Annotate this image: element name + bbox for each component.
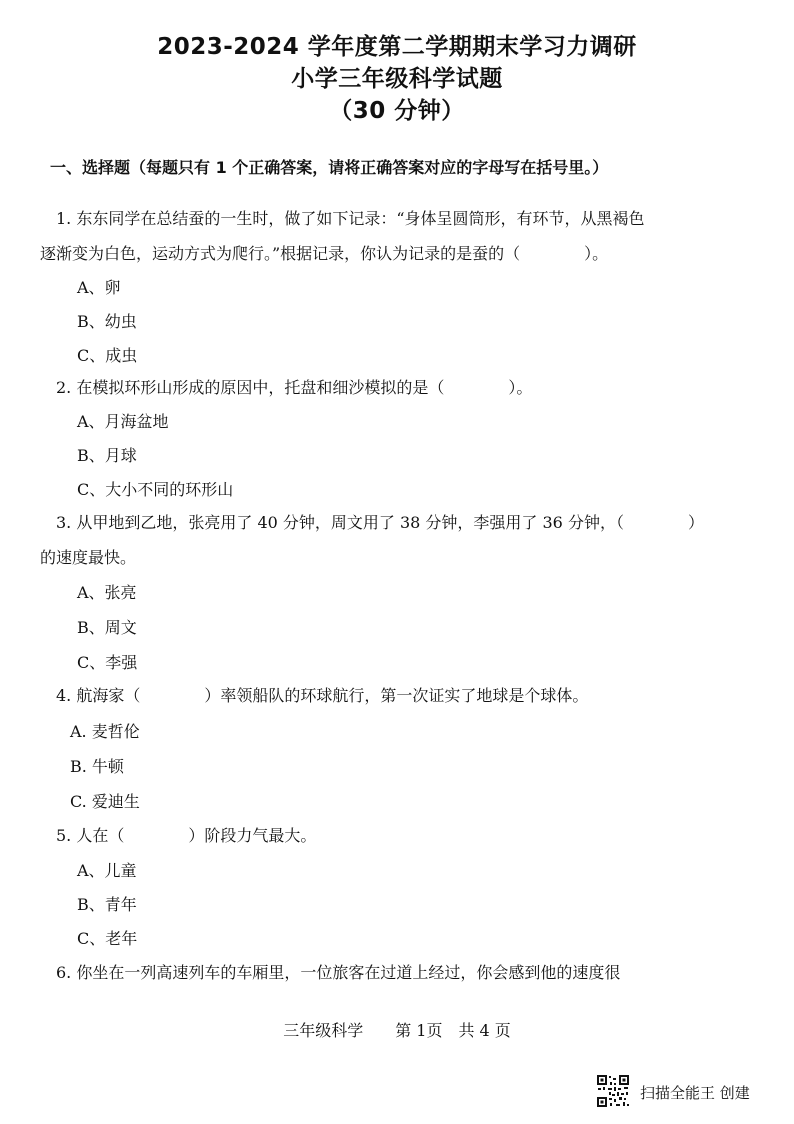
question-5-option-b: B、青年 [77,895,137,914]
section-heading: 一、选择题（每题只有 1 个正确答案，请将正确答案对应的字母写在括号里。） [50,158,609,177]
question-3-option-a: A、张亮 [77,583,137,602]
exam-title: 2023-2024 学年度第二学期期末学习力调研 [157,34,637,60]
scanner-watermark-text: 扫描全能王 创建 [640,1084,750,1102]
question-1-stem-cont: 逐渐变为白色，运动方式为爬行。”根据记录，你认为记录的是蚕的（ ）。 [40,244,609,263]
exam-duration: （30 分钟） [329,98,465,124]
question-3-option-b: B、周文 [77,618,137,637]
question-1-option-c: C、成虫 [77,346,138,365]
page-footer: 三年级科学 第 1页 共 4 页 [283,1021,511,1040]
question-1-option-a: A、卵 [77,278,121,297]
question-6-stem: 6. 你坐在一列高速列车的车厢里，一位旅客在过道上经过，你会感到他的速度很 [56,963,621,982]
question-2-option-c: C、大小不同的环形山 [77,480,234,499]
question-5-option-c: C、老年 [77,929,138,948]
question-1-option-b: B、幼虫 [77,312,137,331]
question-2-option-b: B、月球 [77,446,137,465]
qr-code-icon [596,1074,630,1108]
question-3-stem: 3. 从甲地到乙地，张亮用了 40 分钟，周文用了 38 分钟，李强用了 36 分钟，（ ） [56,513,704,532]
question-3-option-c: C、李强 [77,653,138,672]
question-5-stem: 5. 人在（ ）阶段力气最大。 [56,826,317,845]
question-2-option-a: A、月海盆地 [77,412,169,431]
question-4-option-c: C. 爱迪生 [70,792,140,811]
question-4-stem: 4. 航海家（ ）率领船队的环球航行，第一次证实了地球是个球体。 [56,686,589,705]
question-2-stem: 2. 在模拟环形山形成的原因中，托盘和细沙模拟的是（ ）。 [56,378,533,397]
question-3-stem-cont: 的速度最快。 [40,548,137,567]
question-4-option-a: A. 麦哲伦 [70,722,140,741]
question-1-stem: 1. 东东同学在总结蚕的一生时，做了如下记录：“身体呈圆筒形，有环节，从黑褐色 [56,209,645,228]
exam-subtitle: 小学三年级科学试题 [291,66,503,92]
question-5-option-a: A、儿童 [77,861,137,880]
question-4-option-b: B. 牛顿 [70,757,124,776]
